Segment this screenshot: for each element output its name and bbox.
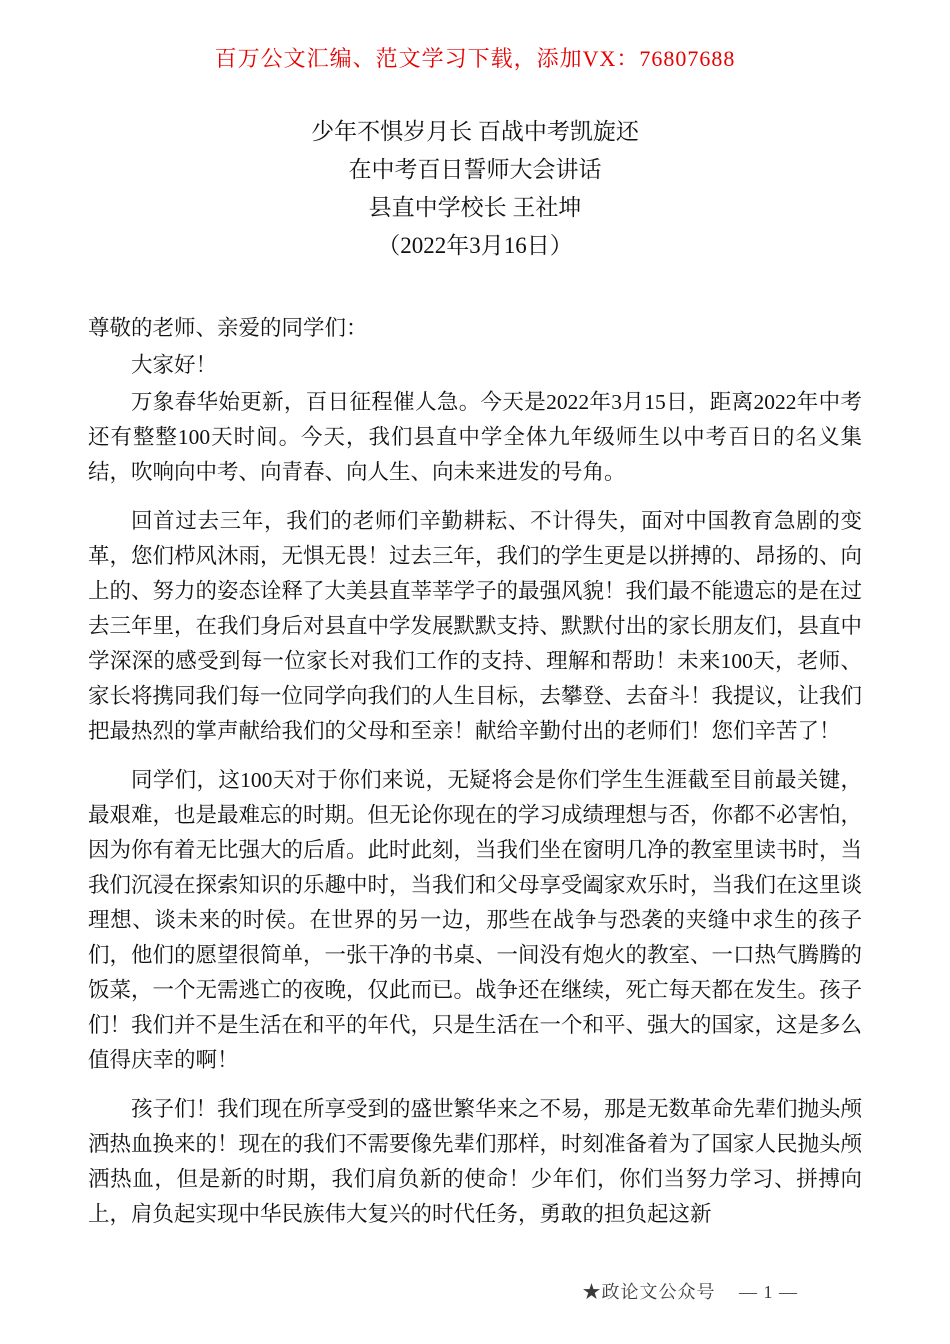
- promo-banner: 百万公文汇编、范文学习下载，添加VX：76807688: [214, 46, 736, 71]
- salutation: 尊敬的老师、亲爱的同学们：: [88, 316, 368, 340]
- document-body: [88, 311, 862, 1232]
- doc-title-main: 少年不惧岁月长 百战中考凯旋还: [311, 119, 639, 144]
- doc-title-author: 县直中学校长 王社坤: [368, 195, 582, 220]
- paragraph-3: 同学们，这100天对于你们来说，无疑将会是你们学生生涯截至目前最关键，最艰难，也是最难忘的时期。但无论你现在的学习成绩理想与否，你都不必害怕，因为你有着无比强大的后盾。此时此刻，当我们坐在窗明几净的教室里读书时，当我们沉浸在探索知识的乐趣中时，当我们和父母享受阖家欢乐时，当我们在这里谈理想、谈未来的时侯。在世界的另一边，那些在战争与恐袭的夹缝中求生的孩子们，他们的愿望很简单，一张干净的书桌、一间没有炮火的教室、一口热气腾腾的饭菜，一个无需逃亡的夜晚，仅此而已。战争还在继续，死亡每天都在发生。孩子们！我们并不是生活在和平的年代，只是生活在一个和平、强大的国家，这是多么值得庆幸的啊！: [88, 768, 863, 1072]
- paragraph-2: 回首过去三年，我们的老师们辛勤耕耘、不计得失，面对中国教育急剧的变革，您们栉风沐雨，无惧无畏！过去三年，我们的学生更是以拼搏的、昂扬的、向上的、努力的姿态诠释了大美县直莘莘学子的最强风貌！我们最不能遗忘的是在过去三年里，在我们身后对县直中学发展默默支持、默默付出的家长朋友们，县直中学深深的感受到每一位家长对我们工作的支持、理解和帮助！未来100天，老师、家长将携同我们每一位同学向我们的人生目标，去攀登、去奋斗！我提议，让我们把最热烈的掌声献给我们的父母和至亲！献给辛勤付出的老师们！您们辛苦了！: [88, 509, 863, 743]
- doc-title-date: （2022年3月16日）: [377, 233, 573, 258]
- paragraph-4: 孩子们！我们现在所享受到的盛世繁华来之不易，那是无数革命先辈们抛头颅洒热血换来的！现在的我们不需要像先辈们那样，时刻准备着为了国家人民抛头颅洒热血，但是新的时期，我们肩负新的使命！少年们，你们当努力学习、拼搏向上，肩负起实现中华民族伟大复兴的时代任务，勇敢的担负起这新: [88, 1097, 863, 1226]
- paragraph-greeting: 大家好！: [131, 353, 218, 377]
- paragraph-1: 万象春华始更新，百日征程催人急。今天是2022年3月15日，距离2022年中考还有整整100天时间。今天，我们县直中学全体九年级师生以中考百日的名义集结，吹响向中考、向青春、向人生、向未来进发的号角。: [88, 390, 862, 484]
- doc-title-subtitle: 在中考百日誓师大会讲话: [348, 157, 602, 182]
- footer-account-label: ★政论文公众号: [582, 1282, 716, 1302]
- page-footer: [583, 1278, 799, 1304]
- footer-page-number: — 1 —: [739, 1282, 798, 1302]
- title-block: [0, 113, 950, 265]
